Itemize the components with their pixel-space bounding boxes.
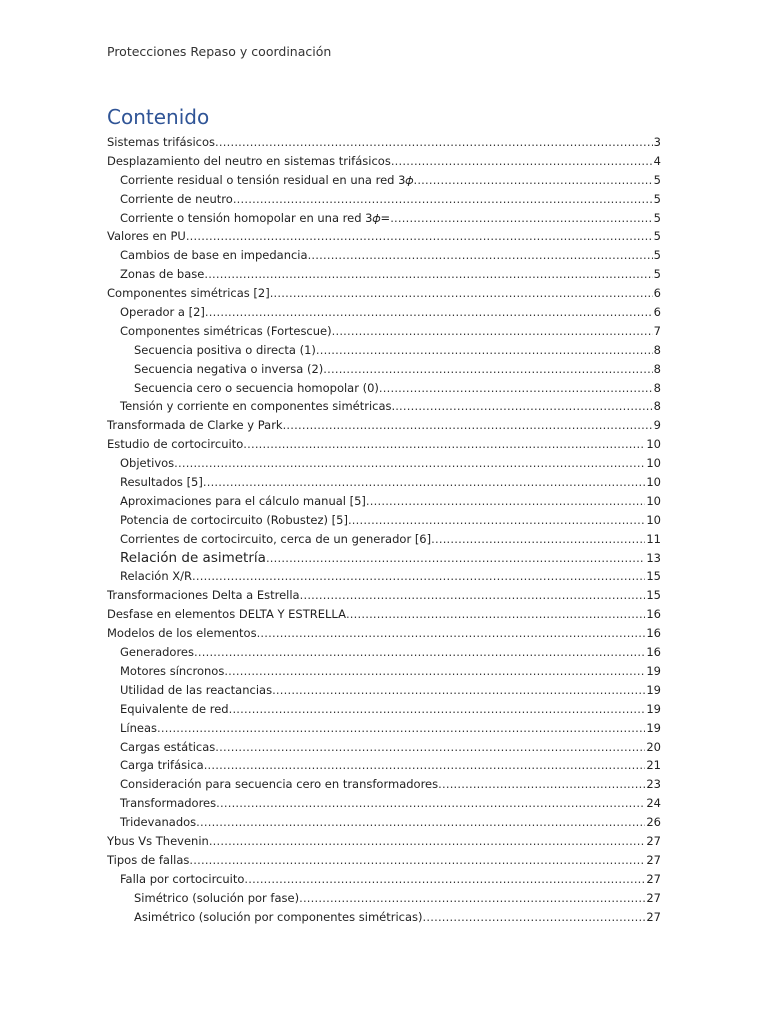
toc-entry-title[interactable]: Desfase en elementos DELTA Y ESTRELLA bbox=[107, 607, 346, 622]
toc-entry-page-number[interactable]: 10 bbox=[646, 475, 661, 490]
toc-entry-title[interactable]: Relación X/R bbox=[120, 569, 193, 584]
dot-leader bbox=[283, 416, 653, 435]
toc-entry[interactable] bbox=[107, 870, 661, 889]
dot-leader bbox=[299, 889, 645, 908]
toc-entry-page-number[interactable]: 7 bbox=[653, 323, 661, 338]
dot-leader bbox=[215, 738, 645, 757]
toc-entry[interactable] bbox=[107, 492, 661, 511]
toc-entry[interactable] bbox=[107, 624, 661, 643]
toc-entry-page-number[interactable]: 8 bbox=[653, 361, 661, 376]
toc-entry-title[interactable]: Valores en PU bbox=[107, 229, 186, 244]
toc-entry-page-number[interactable]: 5 bbox=[653, 172, 661, 187]
toc-entry[interactable] bbox=[107, 473, 661, 492]
toc-entry-title[interactable]: Corriente o tensión homopolar en una red 3𝜙= bbox=[120, 210, 391, 225]
toc-entry-title[interactable]: Componentes simétricas [2] bbox=[107, 286, 270, 301]
dot-leader bbox=[196, 813, 645, 832]
toc-entry[interactable] bbox=[107, 700, 661, 719]
toc-entry[interactable] bbox=[107, 530, 661, 549]
toc-entry-title[interactable]: Asimétrico (solución por componentes simétricas) bbox=[134, 909, 423, 924]
toc-entry-title[interactable]: Secuencia positiva o directa (1) bbox=[134, 342, 316, 357]
dot-leader bbox=[215, 133, 653, 152]
toc-entry[interactable] bbox=[107, 511, 661, 530]
toc-entry-title[interactable]: Secuencia negativa o inversa (2) bbox=[134, 361, 324, 376]
toc-entry-page-number[interactable]: 10 bbox=[646, 456, 661, 471]
toc-entry-title[interactable]: Componentes simétricas (Fortescue) bbox=[120, 323, 332, 338]
toc-entry[interactable] bbox=[107, 341, 661, 360]
toc-entry[interactable] bbox=[107, 851, 661, 870]
toc-entry-title[interactable]: Tridevanados bbox=[120, 815, 197, 830]
table-of-contents bbox=[107, 133, 661, 926]
dot-leader bbox=[390, 209, 652, 228]
dot-leader bbox=[423, 908, 646, 927]
toc-entry[interactable] bbox=[107, 719, 661, 738]
toc-entry-title[interactable]: Equivalente de red bbox=[120, 701, 229, 716]
dot-leader bbox=[209, 832, 646, 851]
toc-entry-page-number[interactable]: 21 bbox=[646, 758, 661, 773]
toc-entry-title[interactable]: Operador a [2] bbox=[120, 305, 205, 320]
toc-entry-page-number[interactable]: 3 bbox=[653, 135, 661, 149]
toc-entry-page-number[interactable]: 24 bbox=[646, 796, 661, 811]
dot-leader bbox=[203, 473, 646, 492]
toc-entry-page-number[interactable]: 27 bbox=[646, 909, 661, 924]
toc-entry-page-number[interactable]: 5 bbox=[653, 248, 661, 263]
toc-entry-title[interactable]: Cargas estáticas bbox=[120, 739, 216, 754]
toc-entry[interactable] bbox=[107, 152, 661, 171]
toc-entry-title[interactable]: Carga trifásica bbox=[120, 758, 204, 773]
toc-entry-title[interactable]: Resultados [5] bbox=[120, 475, 203, 490]
dot-leader bbox=[348, 511, 645, 530]
toc-entry-title[interactable]: Falla por cortocircuito bbox=[120, 871, 245, 886]
toc-entry-title[interactable]: Generadores bbox=[120, 645, 195, 660]
dot-leader bbox=[174, 454, 645, 473]
toc-entry-page-number[interactable]: 15 bbox=[646, 588, 661, 603]
toc-entry[interactable] bbox=[107, 171, 661, 190]
dot-leader bbox=[323, 360, 652, 379]
toc-entry-title[interactable]: Secuencia cero o secuencia homopolar (0) bbox=[134, 380, 379, 395]
toc-entry-title[interactable]: Potencia de cortocircuito (Robustez) [5] bbox=[120, 512, 348, 527]
toc-entry-page-number[interactable]: 19 bbox=[646, 663, 661, 678]
toc-entry-page-number[interactable]: 15 bbox=[646, 569, 661, 584]
dot-leader bbox=[270, 284, 653, 303]
dot-leader bbox=[189, 851, 645, 870]
toc-entry[interactable] bbox=[107, 889, 661, 908]
toc-entry-page-number[interactable]: 23 bbox=[646, 777, 661, 792]
toc-entry-title[interactable]: Corrientes de cortocircuito, cerca de un generador [6] bbox=[120, 531, 432, 546]
toc-entry-page-number[interactable]: 4 bbox=[653, 153, 661, 168]
dot-leader bbox=[413, 171, 652, 190]
dot-leader bbox=[332, 322, 653, 341]
toc-entry[interactable] bbox=[107, 643, 661, 662]
toc-entry[interactable] bbox=[107, 133, 661, 152]
dot-leader bbox=[157, 719, 645, 738]
toc-entry-page-number[interactable]: 27 bbox=[646, 871, 661, 886]
dot-leader bbox=[346, 605, 645, 624]
dot-leader bbox=[379, 379, 653, 398]
toc-entry-page-number[interactable]: 5 bbox=[653, 267, 661, 282]
toc-entry-page-number[interactable]: 19 bbox=[646, 701, 661, 716]
toc-entry[interactable] bbox=[107, 284, 661, 303]
toc-entry-title[interactable]: Modelos de los elementos bbox=[107, 626, 257, 641]
toc-entry[interactable] bbox=[107, 303, 661, 322]
toc-entry-title[interactable]: Relación de asimetría bbox=[120, 549, 266, 566]
toc-entry[interactable] bbox=[107, 586, 661, 605]
dot-leader bbox=[366, 492, 645, 511]
dot-leader bbox=[192, 567, 645, 586]
toc-entry-page-number[interactable]: 10 bbox=[646, 437, 661, 452]
dot-leader bbox=[266, 549, 645, 568]
toc-entry-page-number[interactable]: 8 bbox=[653, 342, 661, 357]
toc-entry[interactable] bbox=[107, 322, 661, 341]
dot-leader bbox=[244, 870, 645, 889]
toc-entry-page-number[interactable]: 20 bbox=[646, 739, 661, 754]
toc-entry-page-number[interactable]: 13 bbox=[646, 550, 661, 565]
toc-entry[interactable] bbox=[107, 360, 661, 379]
toc-entry-title[interactable]: Cambios de base en impedancia bbox=[120, 248, 308, 263]
toc-entry-title[interactable]: Sistemas trifásicos bbox=[107, 135, 216, 149]
toc-entry[interactable] bbox=[107, 246, 661, 265]
toc-entry-title[interactable]: Transformada de Clarke y Park bbox=[107, 418, 283, 433]
dot-leader bbox=[300, 586, 646, 605]
dot-leader bbox=[395, 397, 652, 416]
dot-leader bbox=[204, 756, 646, 775]
toc-entry[interactable] bbox=[107, 416, 661, 435]
dot-leader bbox=[194, 643, 645, 662]
toc-entry-page-number[interactable]: 11 bbox=[646, 531, 661, 546]
dot-leader bbox=[216, 794, 645, 813]
toc-entry-title[interactable]: Objetivos bbox=[120, 456, 175, 471]
toc-entry[interactable] bbox=[107, 454, 661, 473]
toc-entry-page-number[interactable]: 5 bbox=[653, 229, 661, 244]
toc-entry-page-number[interactable]: 10 bbox=[646, 493, 661, 508]
toc-entry-title[interactable]: Utilidad de las reactancias bbox=[120, 682, 273, 697]
toc-entry-page-number[interactable]: 8 bbox=[653, 380, 661, 395]
toc-entry-title[interactable]: Corriente de neutro bbox=[120, 191, 233, 206]
toc-entry[interactable] bbox=[107, 549, 661, 568]
toc-entry-title[interactable]: Consideración para secuencia cero en transformadores bbox=[120, 777, 439, 792]
toc-entry[interactable] bbox=[107, 190, 661, 209]
toc-entry[interactable] bbox=[107, 775, 661, 794]
toc-entry[interactable] bbox=[107, 756, 661, 775]
toc-entry-title[interactable]: Líneas bbox=[120, 720, 158, 735]
toc-entry-page-number[interactable]: 26 bbox=[646, 815, 661, 830]
toc-entry[interactable] bbox=[107, 662, 661, 681]
toc-entry[interactable] bbox=[107, 681, 661, 700]
toc-entry-title[interactable]: Corriente residual o tensión residual en una red 3𝜙 bbox=[120, 172, 414, 187]
dot-leader bbox=[224, 662, 645, 681]
toc-entry[interactable] bbox=[107, 209, 661, 228]
toc-entry[interactable] bbox=[107, 908, 661, 927]
toc-entry[interactable] bbox=[107, 435, 661, 454]
toc-entry-page-number[interactable]: 16 bbox=[646, 607, 661, 622]
toc-entry-page-number[interactable]: 10 bbox=[646, 512, 661, 527]
toc-entry-page-number[interactable]: 9 bbox=[653, 418, 661, 433]
toc-entry[interactable] bbox=[107, 379, 661, 398]
toc-entry-title[interactable]: Estudio de cortocircuito bbox=[107, 437, 244, 452]
dot-leader bbox=[204, 265, 652, 284]
toc-entry[interactable] bbox=[107, 227, 661, 246]
toc-entry-page-number[interactable]: 6 bbox=[653, 286, 661, 301]
toc-entry-title[interactable]: Motores síncronos bbox=[120, 663, 225, 678]
toc-entry-title[interactable]: Tensión y corriente en componentes simétricas. bbox=[120, 399, 396, 414]
toc-entry-page-number[interactable]: 27 bbox=[646, 833, 661, 848]
toc-entry-title[interactable]: Aproximaciones para el cálculo manual [5] bbox=[120, 493, 366, 508]
toc-entry-page-number[interactable]: 6 bbox=[653, 305, 661, 320]
dot-leader bbox=[205, 303, 653, 322]
toc-entry-title[interactable]: Desplazamiento del neutro en sistemas trifásicos bbox=[107, 153, 391, 168]
dot-leader bbox=[308, 246, 653, 265]
toc-entry[interactable] bbox=[107, 832, 661, 851]
toc-entry-page-number[interactable]: 5 bbox=[653, 191, 661, 206]
toc-entry-page-number[interactable]: 8 bbox=[653, 399, 661, 414]
toc-entry-page-number[interactable]: 27 bbox=[646, 852, 661, 867]
toc-entry[interactable] bbox=[107, 794, 661, 813]
toc-entry-title[interactable]: Transformadores bbox=[120, 796, 217, 811]
page-header: Protecciones Repaso y coordinación bbox=[107, 44, 332, 59]
toc-entry[interactable] bbox=[107, 813, 661, 832]
toc-entry-page-number[interactable]: 19 bbox=[646, 720, 661, 735]
dot-leader bbox=[272, 681, 645, 700]
toc-entry-title[interactable]: Simétrico (solución por fase) bbox=[134, 890, 300, 905]
toc-entry-title[interactable]: Ybus Vs Thevenin bbox=[107, 833, 209, 848]
toc-entry[interactable] bbox=[107, 738, 661, 757]
dot-leader bbox=[438, 775, 645, 794]
dot-leader bbox=[233, 190, 653, 209]
dot-leader bbox=[257, 624, 646, 643]
dot-leader bbox=[431, 530, 645, 549]
toc-entry[interactable] bbox=[107, 265, 661, 284]
toc-entry-page-number[interactable]: 19 bbox=[646, 682, 661, 697]
toc-entry-page-number[interactable]: 27 bbox=[646, 890, 661, 905]
dot-leader bbox=[186, 227, 653, 246]
toc-entry-title[interactable]: Zonas de base bbox=[120, 267, 205, 282]
toc-entry-title[interactable]: Tipos de fallas bbox=[107, 852, 190, 867]
toc-entry-page-number[interactable]: 16 bbox=[646, 626, 661, 641]
toc-entry[interactable] bbox=[107, 567, 661, 586]
toc-title: Contenido bbox=[107, 105, 210, 129]
dot-leader bbox=[229, 700, 646, 719]
toc-entry[interactable] bbox=[107, 397, 661, 416]
toc-entry-page-number[interactable]: 5 bbox=[653, 210, 661, 225]
dot-leader bbox=[316, 341, 653, 360]
dot-leader bbox=[243, 435, 645, 454]
toc-entry[interactable] bbox=[107, 605, 661, 624]
dot-leader bbox=[391, 152, 653, 171]
toc-entry-title[interactable]: Transformaciones Delta a Estrella bbox=[107, 588, 300, 603]
toc-entry-page-number[interactable]: 16 bbox=[646, 645, 661, 660]
